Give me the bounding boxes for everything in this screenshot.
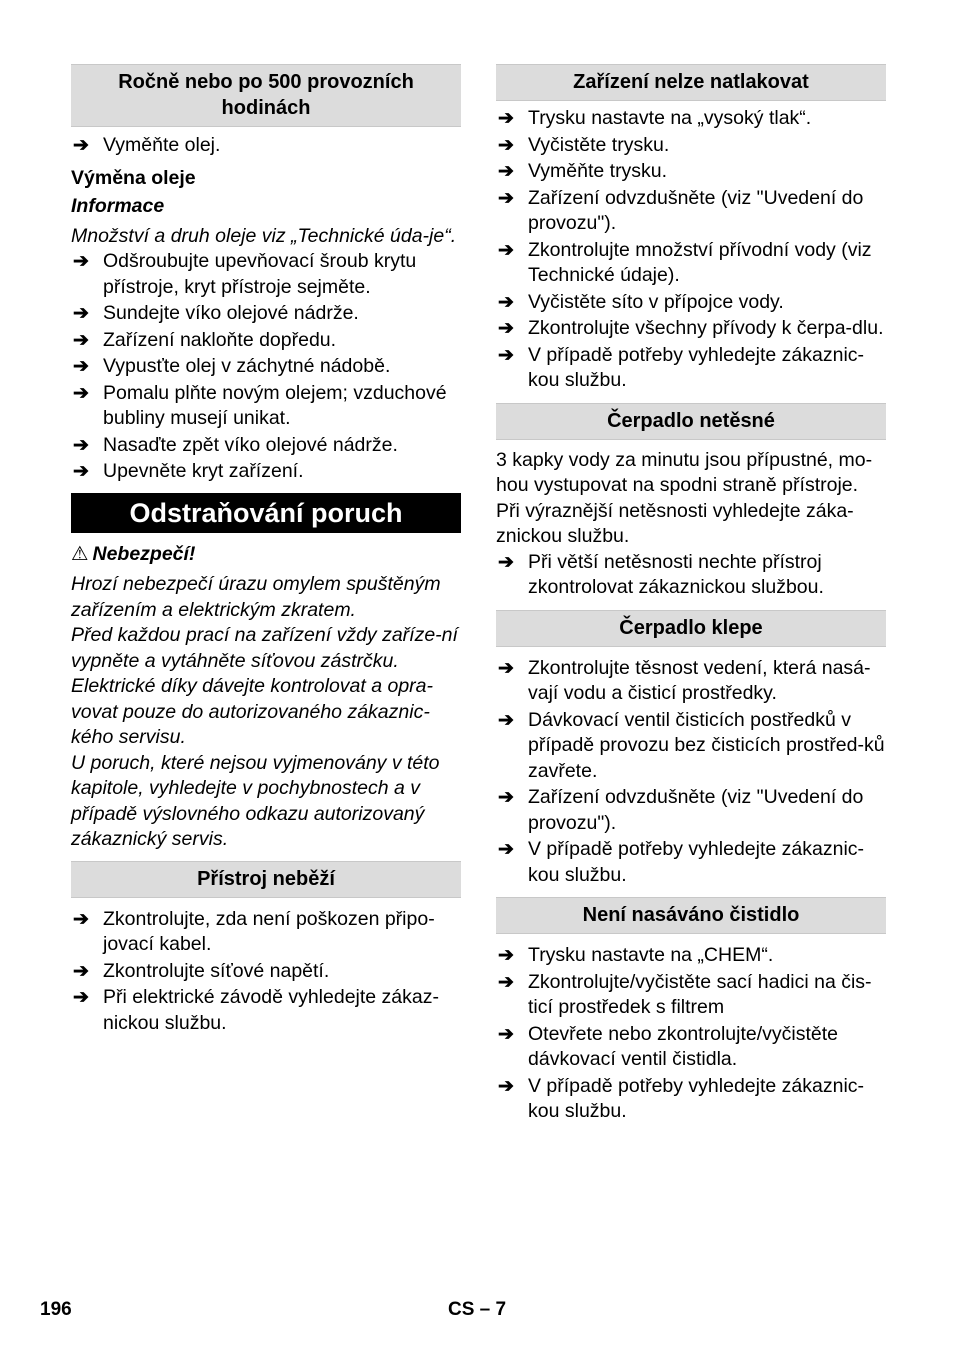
arrow-icon: ➔: [498, 551, 514, 573]
arrow-icon: ➔: [73, 461, 89, 482]
arrow-icon: ➔: [73, 356, 89, 377]
list-item: ➔ Vypusťte olej v záchytné nádobě.: [71, 354, 461, 380]
arrow-icon: ➔: [498, 344, 514, 366]
section-heading-no-pressure: Zařízení nelze natlakovat: [496, 64, 886, 101]
page-number: 196: [40, 1299, 72, 1320]
arrow-icon: ➔: [73, 329, 89, 351]
pump-leaking-list: [496, 550, 886, 601]
list-item: ➔ Při elektrické závodě vyhledejte zákaz-nickou službu.: [73, 986, 439, 1034]
section-heading-not-running: Přístroj neběží: [71, 861, 461, 898]
list-item: ➔ Odšroubujte upevňovací šroub krytu přístroje, kryt přístroje sejměte.: [73, 250, 417, 298]
list-item: ➔ Zkontrolujte, zda není poškozen připo-jovací kabel.: [73, 907, 435, 955]
list-item: ➔ Zařízení odvzdušněte (viz "Uvedení do provozu").: [498, 786, 864, 834]
page-label: CS – 7: [448, 1299, 507, 1320]
arrow-icon: ➔: [73, 382, 89, 404]
pump-leaking-paragraph: 3 kapky vody za minutu jsou přípustné, mo-hou vystupovat na spodni straně přístroje.: [496, 448, 873, 496]
list-item: ➔ Otevřete nebo zkontrolujte/vyčistěte dávkovací ventil čistidla.: [498, 1022, 838, 1070]
oil-change-heading: Výměna oleje: [71, 166, 196, 189]
list-item: ➔ Upevněte kryt zařízení.: [71, 459, 461, 485]
arrow-icon: ➔: [498, 239, 514, 261]
left-column: [71, 64, 461, 1036]
list-item: ➔ Zkontrolujte/vyčistěte sací hadici na čis-ticí prostředek s filtrem: [498, 970, 872, 1018]
section-heading-pump-leaking: Čerpadlo netěsné: [496, 403, 886, 440]
list-item: ➔ Vyčistěte trysku.: [496, 133, 886, 159]
not-running-list: [71, 907, 461, 1037]
arrow-icon: ➔: [498, 318, 514, 339]
info-label: Informace: [71, 195, 165, 217]
arrow-icon: ➔: [73, 987, 89, 1008]
list-item: ➔ Pomalu plňte novým olejem; vzduchové bubliny musejí unikat.: [73, 381, 447, 429]
oil-steps-list: [71, 249, 461, 485]
danger-label: Nebezpečí!: [92, 542, 196, 565]
right-column: [496, 64, 886, 1125]
list-item: ➔ Sundejte víko olejové nádrže.: [71, 301, 461, 327]
arrow-icon: ➔: [73, 303, 89, 324]
arrow-icon: ➔: [498, 187, 514, 209]
danger-paragraph: U poruch, které nejsou vyjmenovány v této kapitole, vyhledejte v pochybnostech a v případě výslovného odkazu autorizovaný zákaznický servis.: [71, 751, 440, 850]
section-heading-annual: Ročně nebo po 500 provozních hodinách: [71, 64, 461, 127]
list-item: ➔ Zkontrolujte všechny přívody k čerpa-dlu.: [496, 316, 886, 342]
danger-paragraph: Elektrické díky dávejte kontrolovat a opra-vovat pouze do autorizovaného zákaznic-kého servisu.: [71, 675, 434, 748]
list-item: ➔ Zkontrolujte síťové napětí.: [71, 959, 461, 985]
pump-leaking-paragraph: Při výraznější netěsnosti vyhledejte záka-znickou službu.: [496, 499, 854, 547]
warning-triangle-icon: ⚠: [71, 542, 89, 565]
arrow-icon: ➔: [73, 434, 89, 456]
info-text: Množství a druh oleje viz „Technické úda-je“.: [71, 224, 457, 247]
list-item: ➔ Dávkovací ventil čisticích postředků v případě provozu bez čisticích prostřed-ků zavřete.: [498, 708, 885, 782]
list-item: ➔ Nasaďte zpět víko olejové nádrže.: [71, 433, 461, 459]
list-item: ➔ Zařízení odvzdušněte (viz "Uvedení do provozu").: [498, 186, 864, 234]
section-heading-pump-knocking: Čerpadlo klepe: [496, 610, 886, 647]
list-item: ➔ Trysku nastavte na „vysoký tlak“.: [496, 106, 886, 132]
arrow-icon: ➔: [498, 971, 514, 993]
list-item: ➔ Vyčistěte síto v přípojce vody.: [496, 290, 886, 316]
arrow-icon: ➔: [498, 291, 514, 313]
list-item: ➔ Zkontrolujte těsnost vedení, která nasá-vají vodu a čisticí prostředky.: [498, 656, 871, 704]
arrow-icon: ➔: [498, 1075, 514, 1097]
list-item: ➔ V případě potřeby vyhledejte zákaznic-kou službu.: [498, 343, 865, 391]
arrow-icon: ➔: [498, 161, 514, 182]
no-pressure-list: [496, 106, 886, 394]
list-item: ➔ Zařízení nakloňte dopředu.: [71, 328, 461, 354]
arrow-icon: ➔: [498, 657, 514, 679]
no-detergent-list: [496, 943, 886, 1125]
list-item: ➔ Zkontrolujte množství přívodní vody (viz Technické údaje).: [498, 238, 872, 286]
arrow-icon: ➔: [73, 908, 89, 930]
arrow-icon: ➔: [498, 108, 514, 129]
arrow-icon: ➔: [498, 709, 514, 731]
main-section-title: Odstraňování poruch: [71, 493, 461, 533]
arrow-icon: ➔: [498, 787, 514, 808]
danger-paragraph: Před každou prací na zařízení vždy zaříze-ní vypněte a vytáhněte síťovou zástrčku.: [71, 624, 458, 672]
list-item: ➔ V případě potřeby vyhledejte zákaznic-kou službu.: [498, 838, 865, 886]
arrow-icon: ➔: [498, 839, 514, 860]
list-item: ➔ Při větší netěsnosti nechte přístroj zkontrolovat zákaznickou službou.: [498, 550, 824, 598]
arrow-icon: ➔: [498, 134, 514, 156]
section-heading-no-detergent: Není nasáváno čistidlo: [496, 897, 886, 934]
list-item: ➔ Vyměňte olej.: [71, 133, 461, 159]
arrow-icon: ➔: [73, 960, 89, 982]
danger-paragraph: Hrozí nebezpečí úrazu omylem spuštěným zařízením a elektrickým zkratem.: [71, 573, 441, 621]
annual-list: [71, 133, 461, 159]
pump-knocking-list: [496, 656, 886, 889]
arrow-icon: ➔: [498, 1023, 514, 1045]
danger-heading: [71, 542, 461, 568]
list-item: ➔ V případě potřeby vyhledejte zákaznic-kou službu.: [498, 1074, 865, 1122]
arrow-icon: ➔: [498, 945, 514, 966]
list-item: ➔ Trysku nastavte na „CHEM“.: [496, 943, 886, 969]
arrow-icon: ➔: [73, 135, 89, 156]
list-item: ➔ Vyměňte trysku.: [496, 159, 886, 185]
arrow-icon: ➔: [73, 251, 89, 272]
